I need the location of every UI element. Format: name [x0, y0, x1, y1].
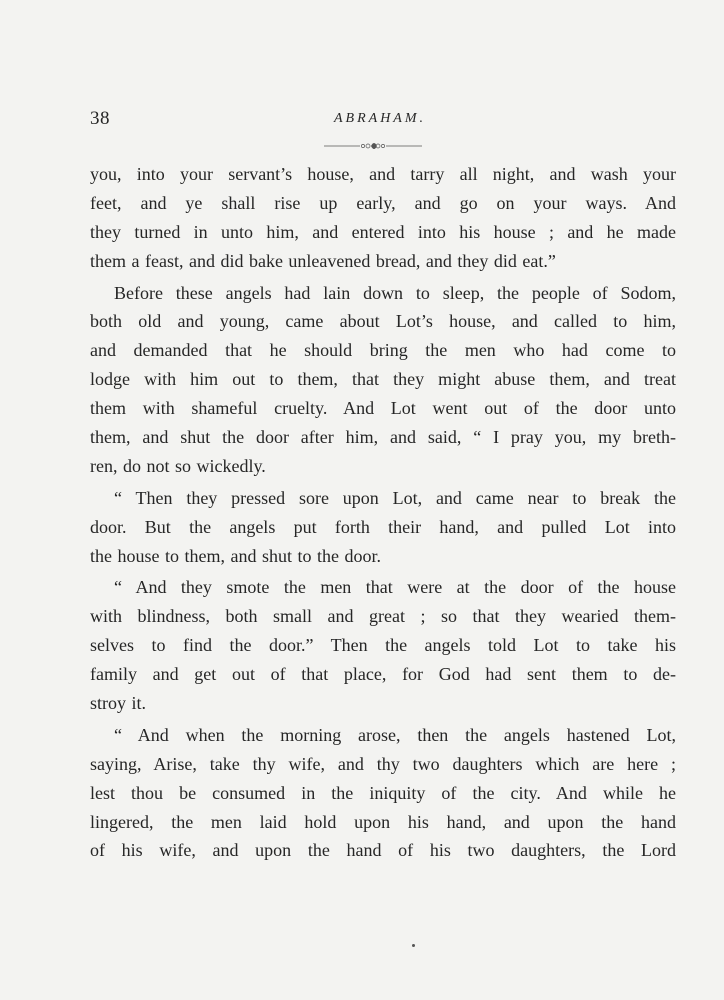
text-line: lodge with him out to them, that they might abuse them, and treat: [90, 369, 676, 390]
text-line: the house to them, and shut to the door.: [90, 545, 381, 566]
paragraph-start-line: Before these angels had lain down to sleep, the people of Sodom,: [114, 282, 676, 303]
text-line: lest thou be consumed in the iniquity of the city. And while he: [90, 782, 676, 803]
paragraph-start-line: “ And when the morning arose, then the angels hastened Lot,: [114, 724, 676, 745]
text-line: ren, do not so wickedly.: [90, 455, 266, 476]
text-line: family and get out of that place, for God had sent them to de-: [90, 664, 676, 685]
text-line: with blindness, both small and great ; so that they wearied them-: [90, 606, 676, 627]
text-line: lingered, the men laid hold upon his hand, and upon the hand: [90, 811, 676, 832]
printer-mark: [412, 944, 415, 947]
text-line: them, and shut the door after him, and said, “ I pray you, my breth-: [90, 427, 676, 448]
ornament-divider: [324, 140, 422, 152]
text-line: saying, Arise, take thy wife, and thy two daughters which are here ;: [90, 753, 676, 774]
text-line: of his wife, and upon the hand of his two daughters, the Lord: [90, 840, 676, 861]
paragraph-start-line: “ Then they pressed sore upon Lot, and came near to break the: [114, 487, 676, 508]
text-line: door. But the angels put forth their hand, and pulled Lot into: [90, 516, 676, 537]
text-line: and demanded that he should bring the men who had come to: [90, 340, 676, 361]
text-line: them a feast, and did bake unleavened bread, and they did eat.”: [90, 250, 556, 271]
text-line: them with shameful cruelty. And Lot went out of the door unto: [90, 398, 676, 419]
text-line: feet, and ye shall rise up early, and go on your ways. And: [90, 192, 676, 213]
text-line: both old and young, came about Lot’s house, and called to him,: [90, 311, 676, 332]
body-text: [90, 160, 676, 865]
running-head-title: ABRAHAM.: [333, 111, 427, 126]
text-line: stroy it.: [90, 693, 147, 714]
paragraph-start-line: “ And they smote the men that were at the door of the house: [114, 577, 676, 598]
text-line: you, into your servant’s house, and tarry all night, and wash your: [90, 164, 676, 184]
text-line: selves to find the door.” Then the angels told Lot to take his: [90, 635, 676, 656]
page-number: 38: [90, 108, 110, 129]
text-line: they turned in unto him, and entered into his house ; and he made: [90, 221, 676, 242]
